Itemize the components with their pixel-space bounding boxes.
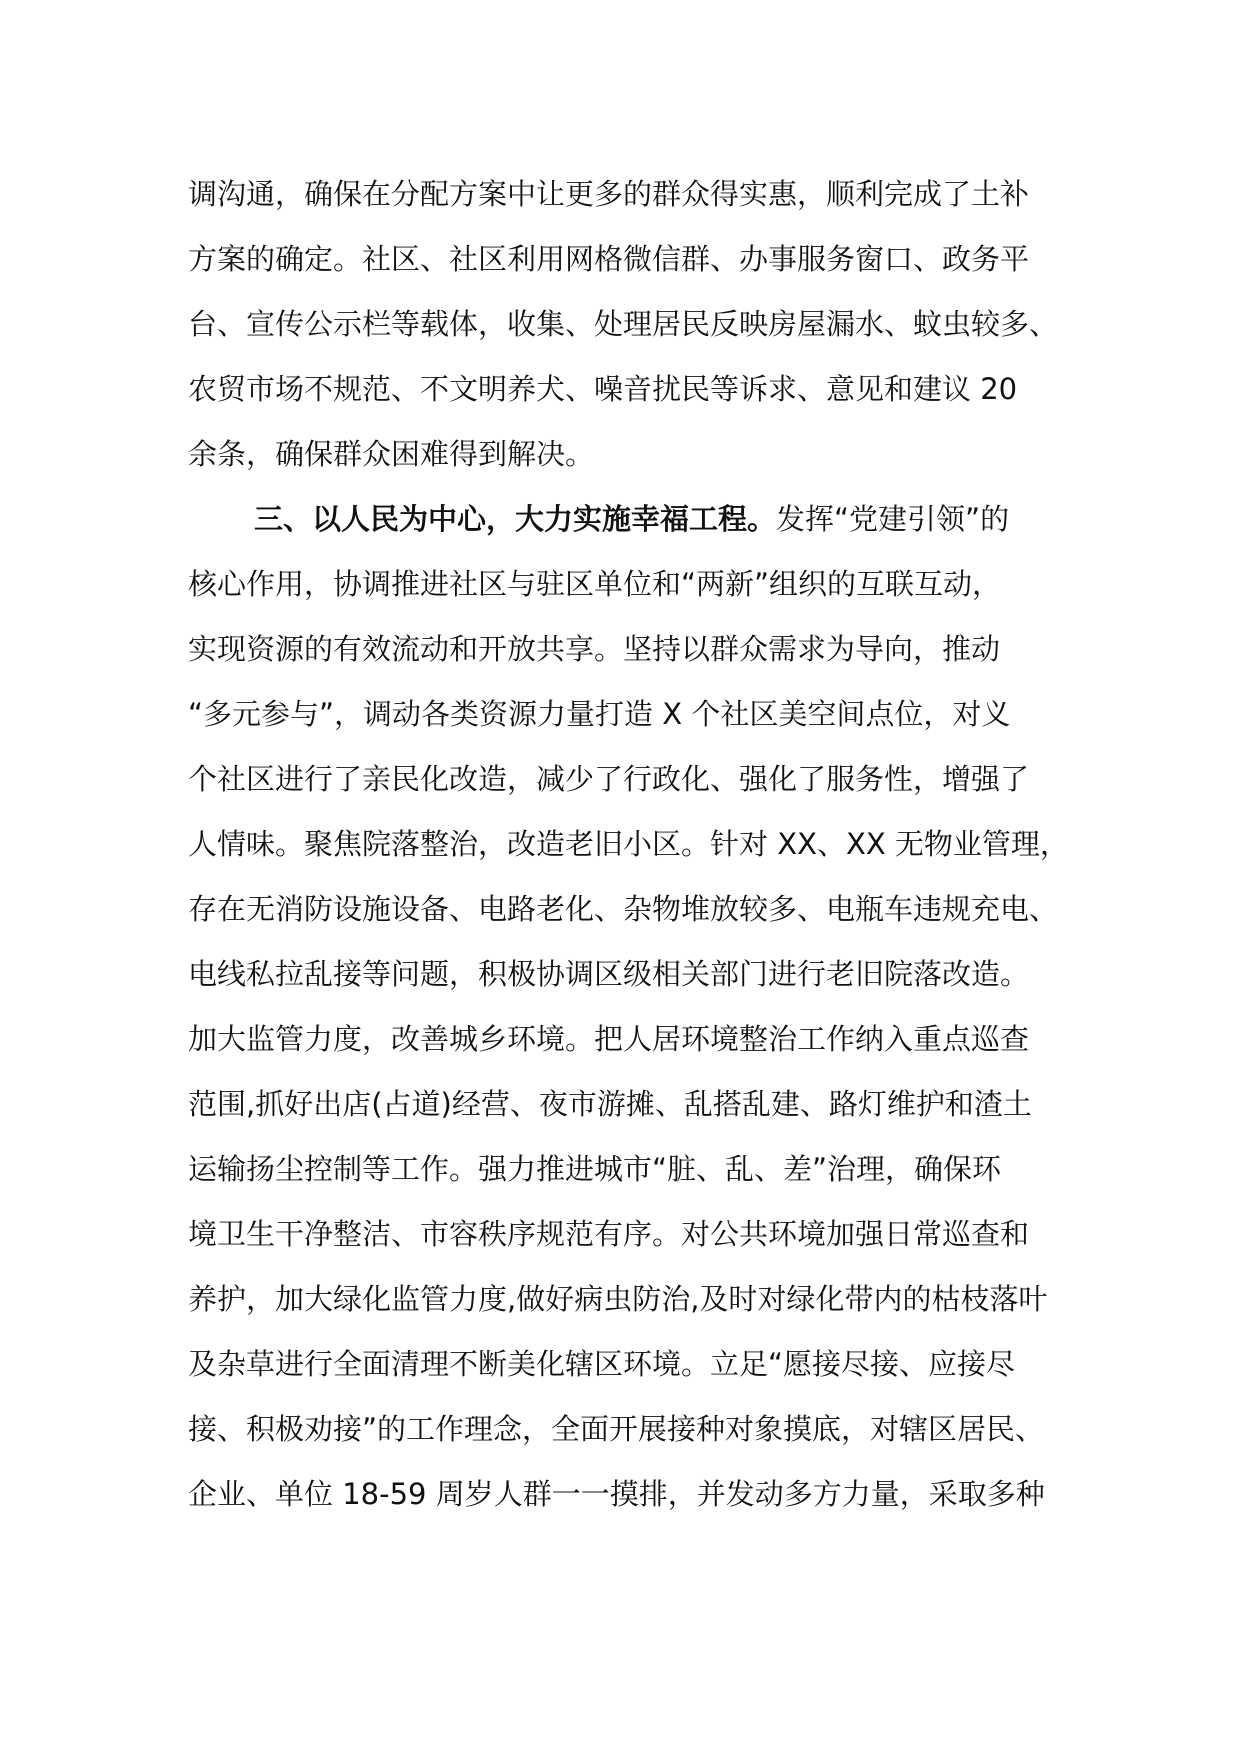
paragraph-1: [188, 162, 1068, 487]
text-line: 电线私拉乱接等问题，积极协调区级相关部门进行老旧院落改造。: [188, 957, 1030, 991]
paragraph-2: [188, 487, 1068, 1527]
text-line: 加大监管力度，改善城乡环境。把人居环境整治工作纳入重点巡查: [188, 1022, 1030, 1056]
text-line: 余条，确保群众困难得到解决。: [188, 437, 595, 471]
section-heading: 三、以人民为中心，大力实施幸福工程。: [254, 502, 777, 536]
text-line: 台、宣传公示栏等载体，收集、处理居民反映房屋漏水、蚊虫较多、: [188, 307, 1059, 341]
paragraph-2-first-line: [188, 487, 1068, 552]
text-line: 企业、单位 18-59 周岁人群一一摸排，并发动多方力量，采取多种: [188, 1477, 1045, 1511]
text-run: 发挥“党建引领”的: [776, 502, 1010, 536]
text-line: 及杂草进行全面清理不断美化辖区环境。立足“愿接尽接、应接尽: [188, 1347, 1016, 1381]
text-line: 接、积极劝接”的工作理念，全面开展接种对象摸底，对辖区居民、: [188, 1412, 1045, 1446]
text-line: 养护，加大绿化监管力度,做好病虫防治,及时对绿化带内的枯枝落叶: [188, 1282, 1048, 1316]
text-line: “多元参与”，调动各类资源力量打造 X 个社区美空间点位，对义: [188, 697, 1011, 731]
text-line: 境卫生干净整洁、市容秩序规范有序。对公共环境加强日常巡查和: [188, 1217, 1030, 1251]
text-line: 调沟通，确保在分配方案中让更多的群众得实惠，顺利完成了土补: [188, 177, 1030, 211]
text-line: 核心作用，协调推进社区与驻区单位和“两新”组织的互联互动，: [188, 567, 1002, 601]
text-line: 人情味。聚焦院落整治，改造老旧小区。针对 XX、XX 无物业管理，: [188, 827, 1069, 861]
body-text: [188, 162, 1068, 1527]
text-line: 范围,抓好出店(占道)经营、夜市游摊、乱搭乱建、路灯维护和渣土: [188, 1087, 1032, 1121]
text-line: 运输扬尘控制等工作。强力推进城市“脏、乱、差”治理，确保环: [188, 1152, 1002, 1186]
text-line: 农贸市场不规范、不文明养犬、噪音扰民等诉求、意见和建议 20: [188, 372, 1018, 406]
text-line: 存在无消防设施设备、电路老化、杂物堆放较多、电瓶车违规充电、: [188, 892, 1059, 926]
text-line: 个社区进行了亲民化改造，减少了行政化、强化了服务性，增强了: [188, 762, 1030, 796]
text-line: 实现资源的有效流动和开放共享。坚持以群众需求为导向，推动: [188, 632, 1001, 666]
text-line: 方案的确定。社区、社区利用网格微信群、办事服务窗口、政务平: [188, 242, 1030, 276]
